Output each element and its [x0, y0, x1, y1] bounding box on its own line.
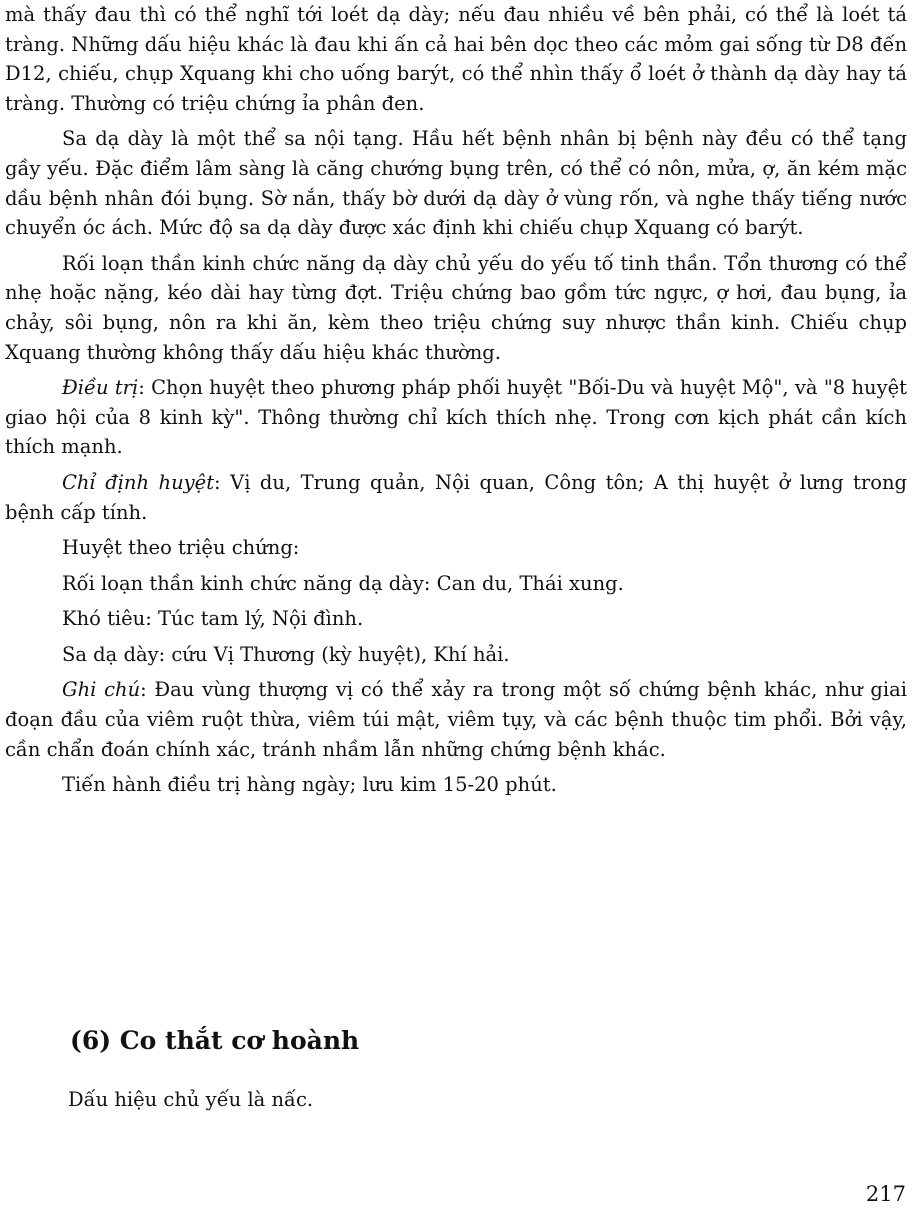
section-heading: (6) Co thắt cơ hoành [70, 1026, 360, 1055]
paragraph: Ghi chú: Đau vùng thượng vị có thể xảy ra trong một số chứng bệnh khác, như giai đoạn đầu của viêm ruột thừa, viêm túi mật, viêm tụy, và các bệnh thuộc tim phổi. Bởi vậy, cần chẩn đoán chính xác, tránh nhầm lẫn những chứng bệnh khác. [5, 678, 907, 761]
paragraph: Tiến hành điều trị hàng ngày; lưu kim 15-20 phút. [62, 773, 557, 797]
paragraph: Khó tiêu: Túc tam lý, Nội đình. [62, 607, 364, 631]
italic-lead: Ghi chú [62, 678, 141, 702]
paragraph: Chỉ định huyệt: Vị du, Trung quản, Nội quan, Công tôn; A thị huyệt ở lưng trong bệnh cấp tính. [5, 470, 907, 524]
paragraph: Sa dạ dày: cứu Vị Thương (kỳ huyệt), Khí hải. [62, 642, 510, 666]
page-number: 217 [865, 1182, 906, 1206]
paragraph: Huyệt theo triệu chứng: [62, 536, 300, 560]
paragraph: mà thấy đau thì có thể nghĩ tới loét dạ dày; nếu đau nhiều về bên phải, có thể là loét tá tràng. Những dấu hiệu khác là đau khi ấn cả hai bên dọc theo các mỏm gai sống từ D8 đến D12, chiếu, chụp Xquang khi cho uống barýt, có thể nhìn thấy ổ loét ở thành dạ dày hay tá tràng. Thường có triệu chứng ỉa phân đen. [5, 3, 907, 115]
paragraph: Rối loạn thần kinh chức năng dạ dày: Can du, Thái xung. [62, 571, 624, 595]
paragraph: Điều trị: Chọn huyệt theo phương pháp phối huyệt "Bối-Du và huyệt Mộ", và "8 huyệt giao hội của 8 kinh kỳ". Thông thường chỉ kích thích nhẹ. Trong cơn kịch phát cần kích thích mạnh. [5, 376, 907, 459]
italic-lead: Chỉ định huyệt [62, 470, 215, 494]
paragraph: Rối loạn thần kinh chức năng dạ dày chủ yếu do yếu tố tinh thần. Tổn thương có thể nhẹ hoặc nặng, kéo dài hay từng đợt. Triệu chứng bao gồm tức ngực, ợ hơi, đau bụng, ỉa chảy, sôi bụng, nôn ra khi ăn, kèm theo triệu chứng suy nhược thần kinh. Chiếu chụp Xquang thường không thấy dấu hiệu khác thường. [5, 251, 907, 364]
italic-lead: Điều trị [62, 376, 139, 400]
body-text [5, 0, 907, 806]
paragraph: Dấu hiệu chủ yếu là nấc. [68, 1088, 314, 1111]
paragraph: Sa dạ dày là một thể sa nội tạng. Hầu hết bệnh nhân bị bệnh này đều có thể tạng gầy yếu. Đặc điểm lâm sàng là căng chướng bụng trên, có thể có nôn, mửa, ợ, ăn kém mặc dầu bệnh nhân đói bụng. Sờ nắn, thấy bờ dưới dạ dày ở vùng rốn, và nghe thấy tiếng nước chuyển óc ách. Mức độ sa dạ dày được xác định khi chiếu chụp Xquang có barýt. [5, 127, 907, 240]
